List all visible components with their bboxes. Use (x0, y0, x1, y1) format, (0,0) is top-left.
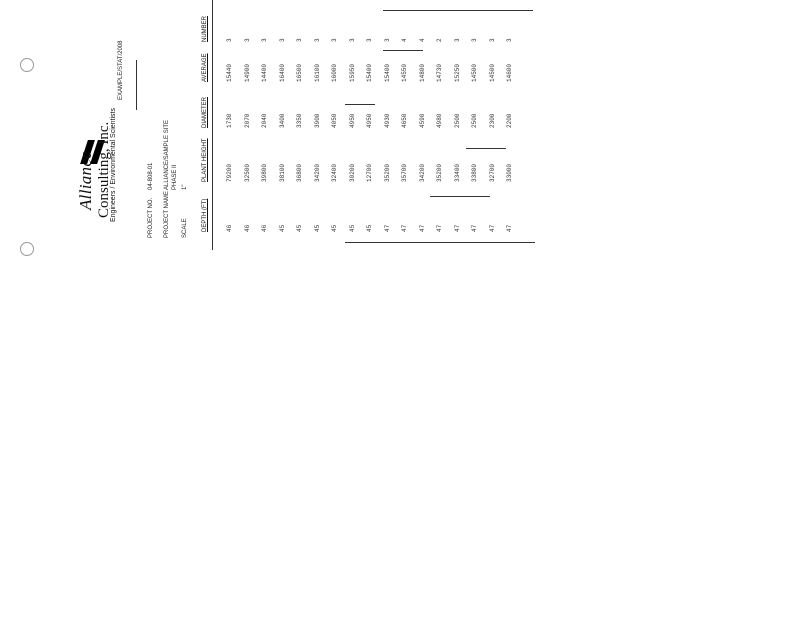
table-cell: 4 (401, 38, 408, 42)
table-cell: 2 (436, 38, 443, 42)
table-cell: 14550 (401, 63, 408, 82)
table-cell: 14400 (261, 63, 268, 82)
table-cell: 4980 (436, 113, 443, 128)
table-cell: 16000 (331, 63, 338, 82)
project-no-label: PROJECT NO. (148, 197, 154, 238)
project-name-value-2: PHASE II (172, 164, 178, 190)
table-cell: 3 (261, 38, 268, 42)
table-cell: 33000 (506, 163, 513, 182)
table-cell: 14600 (506, 63, 513, 82)
company-name-2: Consulting, Inc. (96, 121, 112, 218)
table-cell: 4650 (401, 113, 408, 128)
table-cell: 12700 (366, 163, 373, 182)
table-cell: 2040 (261, 113, 268, 128)
table-cell: 2200 (506, 113, 513, 128)
table-cell: 35700 (401, 163, 408, 182)
table-cell: 47 (436, 224, 443, 232)
table-cell: 3 (348, 38, 356, 42)
table-cell: 33400 (453, 163, 461, 182)
table-cell: 14900 (243, 63, 251, 82)
table-header: DIAMETER (202, 96, 208, 128)
table-header: PLANT HEIGHT (202, 138, 208, 182)
table-cell: 3400 (278, 113, 286, 128)
table-cell: 47 (471, 224, 478, 232)
table-cell: 15950 (348, 63, 356, 82)
doc-code: EXAMPLE/STAT/2008 (118, 40, 124, 100)
table-cell: 14500 (471, 63, 478, 82)
table-cell: 3 (453, 38, 461, 42)
table-cell: 15440 (226, 63, 233, 82)
table-cell: 1730 (226, 113, 233, 128)
table-cell: 30200 (348, 163, 356, 182)
punch-hole (20, 242, 34, 256)
scanned-page (0, 0, 540, 260)
table-cell: 3350 (296, 113, 303, 128)
table-cell: 3 (226, 38, 233, 42)
table-cell: 34200 (313, 163, 321, 182)
table-cell: 45 (331, 224, 338, 232)
table-cell: 3 (488, 38, 496, 42)
project-no-value: 04-808-01 (148, 162, 154, 190)
table-cell: 4950 (366, 113, 373, 128)
table-cell: 3 (243, 38, 251, 42)
table-header: AVERAGE (202, 53, 208, 82)
table-cell: 32400 (331, 163, 338, 182)
table-cell: 16400 (278, 63, 286, 82)
table-header: DEPTH (FT) (202, 198, 208, 232)
table-cell: 35200 (436, 163, 443, 182)
table-cell: 47 (401, 224, 408, 232)
table-cell: 47 (418, 224, 426, 232)
table-cell: 2300 (488, 113, 496, 128)
table-cell: 2500 (453, 113, 461, 128)
table-cell: 14730 (436, 63, 443, 82)
table-cell: 3 (366, 38, 373, 42)
project-name-label: PROJECT NAME (164, 191, 170, 238)
table-cell: 15400 (366, 63, 373, 82)
punch-hole (20, 58, 34, 72)
table-cell: 15400 (383, 63, 391, 82)
table-cell: 34200 (418, 163, 426, 182)
table-cell: 3 (506, 38, 513, 42)
table-cell: 47 (383, 224, 391, 232)
table-cell: 47 (506, 224, 513, 232)
table-cell: 46 (226, 224, 233, 232)
table-cell: 2500 (471, 113, 478, 128)
table-cell: 4 (418, 38, 426, 42)
project-name-value: ALLIANCE/SAMPLE SITE (164, 119, 170, 190)
table-cell: 45 (313, 224, 321, 232)
table-cell: 47 (453, 224, 461, 232)
table-header: NUMBER (202, 15, 208, 42)
table-cell: 45 (348, 224, 356, 232)
table-cell: 4590 (418, 113, 426, 128)
table-cell: 35200 (383, 163, 391, 182)
table-cell: 4930 (383, 113, 391, 128)
table-cell: 45 (366, 224, 373, 232)
table-cell: 45 (278, 224, 286, 232)
table-cell: 15250 (453, 63, 461, 82)
table-cell: 32700 (488, 163, 496, 182)
table-cell: 32500 (243, 163, 251, 182)
table-cell: 3 (471, 38, 478, 42)
table-cell: 79200 (226, 163, 233, 182)
table-cell: 3 (383, 38, 391, 42)
table-cell: 14800 (418, 63, 426, 82)
table-cell: 2070 (243, 113, 251, 128)
table-cell: 46 (243, 224, 251, 232)
table-cell: 14500 (488, 63, 496, 82)
table-cell: 3 (296, 38, 303, 42)
table-cell: 3 (278, 38, 286, 42)
table-cell: 3 (313, 38, 321, 42)
scale-label: SCALE (182, 218, 188, 238)
table-cell: 45 (296, 224, 303, 232)
table-cell: 47 (488, 224, 496, 232)
table-cell: 16100 (313, 63, 321, 82)
table-cell: 33800 (471, 163, 478, 182)
table-cell: 4950 (348, 113, 356, 128)
table-cell: 38100 (278, 163, 286, 182)
table-cell: 3 (331, 38, 338, 42)
table-cell: 3900 (313, 113, 321, 128)
table-cell: 36800 (296, 163, 303, 182)
table-cell: 46 (261, 224, 268, 232)
company-tagline: Engineers / Environmental Scientists (110, 108, 117, 222)
table-cell: 39800 (261, 163, 268, 182)
company-name: Alliance (76, 150, 95, 210)
table-cell: 4050 (331, 113, 338, 128)
scale-value: 1" (182, 184, 188, 190)
table-cell: 16500 (296, 63, 303, 82)
